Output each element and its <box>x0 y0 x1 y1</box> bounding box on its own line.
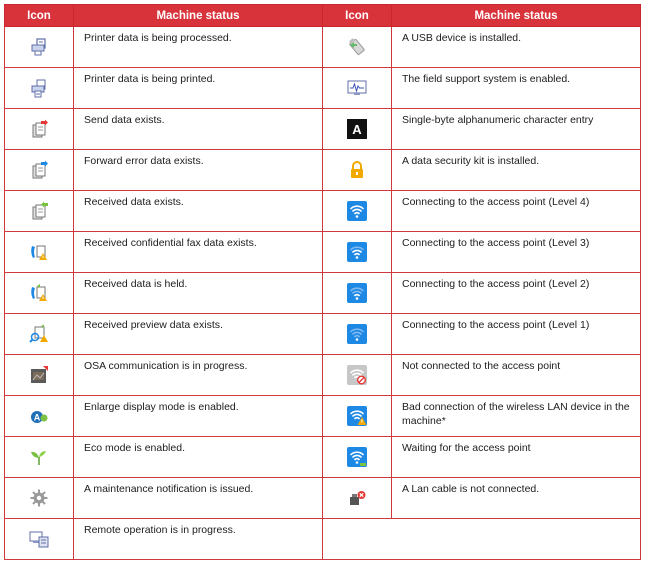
status-text: Send data exists. <box>74 109 323 150</box>
status-text: Received preview data exists. <box>74 314 323 355</box>
status-text: Received data is held. <box>74 273 323 314</box>
printer-printing-icon <box>29 78 49 98</box>
status-text: Not connected to the access point <box>392 355 641 396</box>
received-preview-icon <box>29 324 49 344</box>
machine-status-table-container <box>4 4 640 560</box>
table-row <box>5 396 641 437</box>
received-data-icon <box>29 201 49 221</box>
wifi-level-1-icon <box>347 324 367 344</box>
wifi-bad-connection-icon <box>347 406 367 426</box>
status-text: Connecting to the access point (Level 2) <box>392 273 641 314</box>
table-row <box>5 478 641 519</box>
table-row <box>5 68 641 109</box>
status-text: Waiting for the access point <box>392 437 641 478</box>
status-text: Remote operation is in progress. <box>74 519 323 560</box>
header-status-left: Machine status <box>74 5 323 27</box>
character-entry-icon <box>347 119 367 139</box>
status-text: Connecting to the access point (Level 4) <box>392 191 641 232</box>
status-text: OSA communication is in progress. <box>74 355 323 396</box>
wifi-waiting-icon <box>347 447 367 467</box>
remote-operation-icon <box>29 529 49 549</box>
status-text: A data security kit is installed. <box>392 150 641 191</box>
usb-device-icon <box>347 37 367 57</box>
status-text: A USB device is installed. <box>392 27 641 68</box>
status-text: Received confidential fax data exists. <box>74 232 323 273</box>
forward-error-icon <box>29 160 49 180</box>
field-support-monitor-icon <box>347 78 367 98</box>
status-text: The field support system is enabled. <box>392 68 641 109</box>
printer-processing-icon <box>29 37 49 57</box>
table-row <box>5 232 641 273</box>
table-row <box>5 191 641 232</box>
wifi-level-3-icon <box>347 242 367 262</box>
status-text: Received data exists. <box>74 191 323 232</box>
status-text: Printer data is being printed. <box>74 68 323 109</box>
eco-leaf-icon <box>29 447 49 467</box>
empty-cell <box>323 519 641 560</box>
table-row <box>5 355 641 396</box>
table-row <box>5 109 641 150</box>
padlock-icon <box>347 160 367 180</box>
wifi-level-2-icon <box>347 283 367 303</box>
status-text: A maintenance notification is issued. <box>74 478 323 519</box>
status-text: Enlarge display mode is enabled. <box>74 396 323 437</box>
header-icon-left: Icon <box>5 5 74 27</box>
status-text: Eco mode is enabled. <box>74 437 323 478</box>
status-text: Single-byte alphanumeric character entry <box>392 109 641 150</box>
status-text: Bad connection of the wireless LAN device in the machine* <box>392 396 641 437</box>
maintenance-gear-icon <box>29 488 49 508</box>
header-icon-right: Icon <box>323 5 392 27</box>
table-row <box>5 273 641 314</box>
table-row <box>5 314 641 355</box>
machine-status-table <box>4 4 641 560</box>
table-row <box>5 437 641 478</box>
status-text: A Lan cable is not connected. <box>392 478 641 519</box>
status-text: Printer data is being processed. <box>74 27 323 68</box>
status-text: Connecting to the access point (Level 3) <box>392 232 641 273</box>
header-status-right: Machine status <box>392 5 641 27</box>
table-header-row <box>5 5 641 27</box>
confidential-fax-icon <box>29 242 49 262</box>
table-row <box>5 519 641 560</box>
status-text: Connecting to the access point (Level 1) <box>392 314 641 355</box>
svg-text:A: A <box>33 412 41 423</box>
character-entry-letter: A <box>352 122 362 137</box>
table-row <box>5 27 641 68</box>
enlarge-display-icon <box>29 406 49 426</box>
received-held-icon <box>29 283 49 303</box>
lan-cable-disconnected-icon <box>347 488 367 508</box>
send-data-icon <box>29 119 49 139</box>
status-text: Forward error data exists. <box>74 150 323 191</box>
table-row <box>5 150 641 191</box>
wifi-level-4-icon <box>347 201 367 221</box>
wifi-not-connected-icon <box>347 365 367 385</box>
osa-communication-icon <box>29 365 49 385</box>
